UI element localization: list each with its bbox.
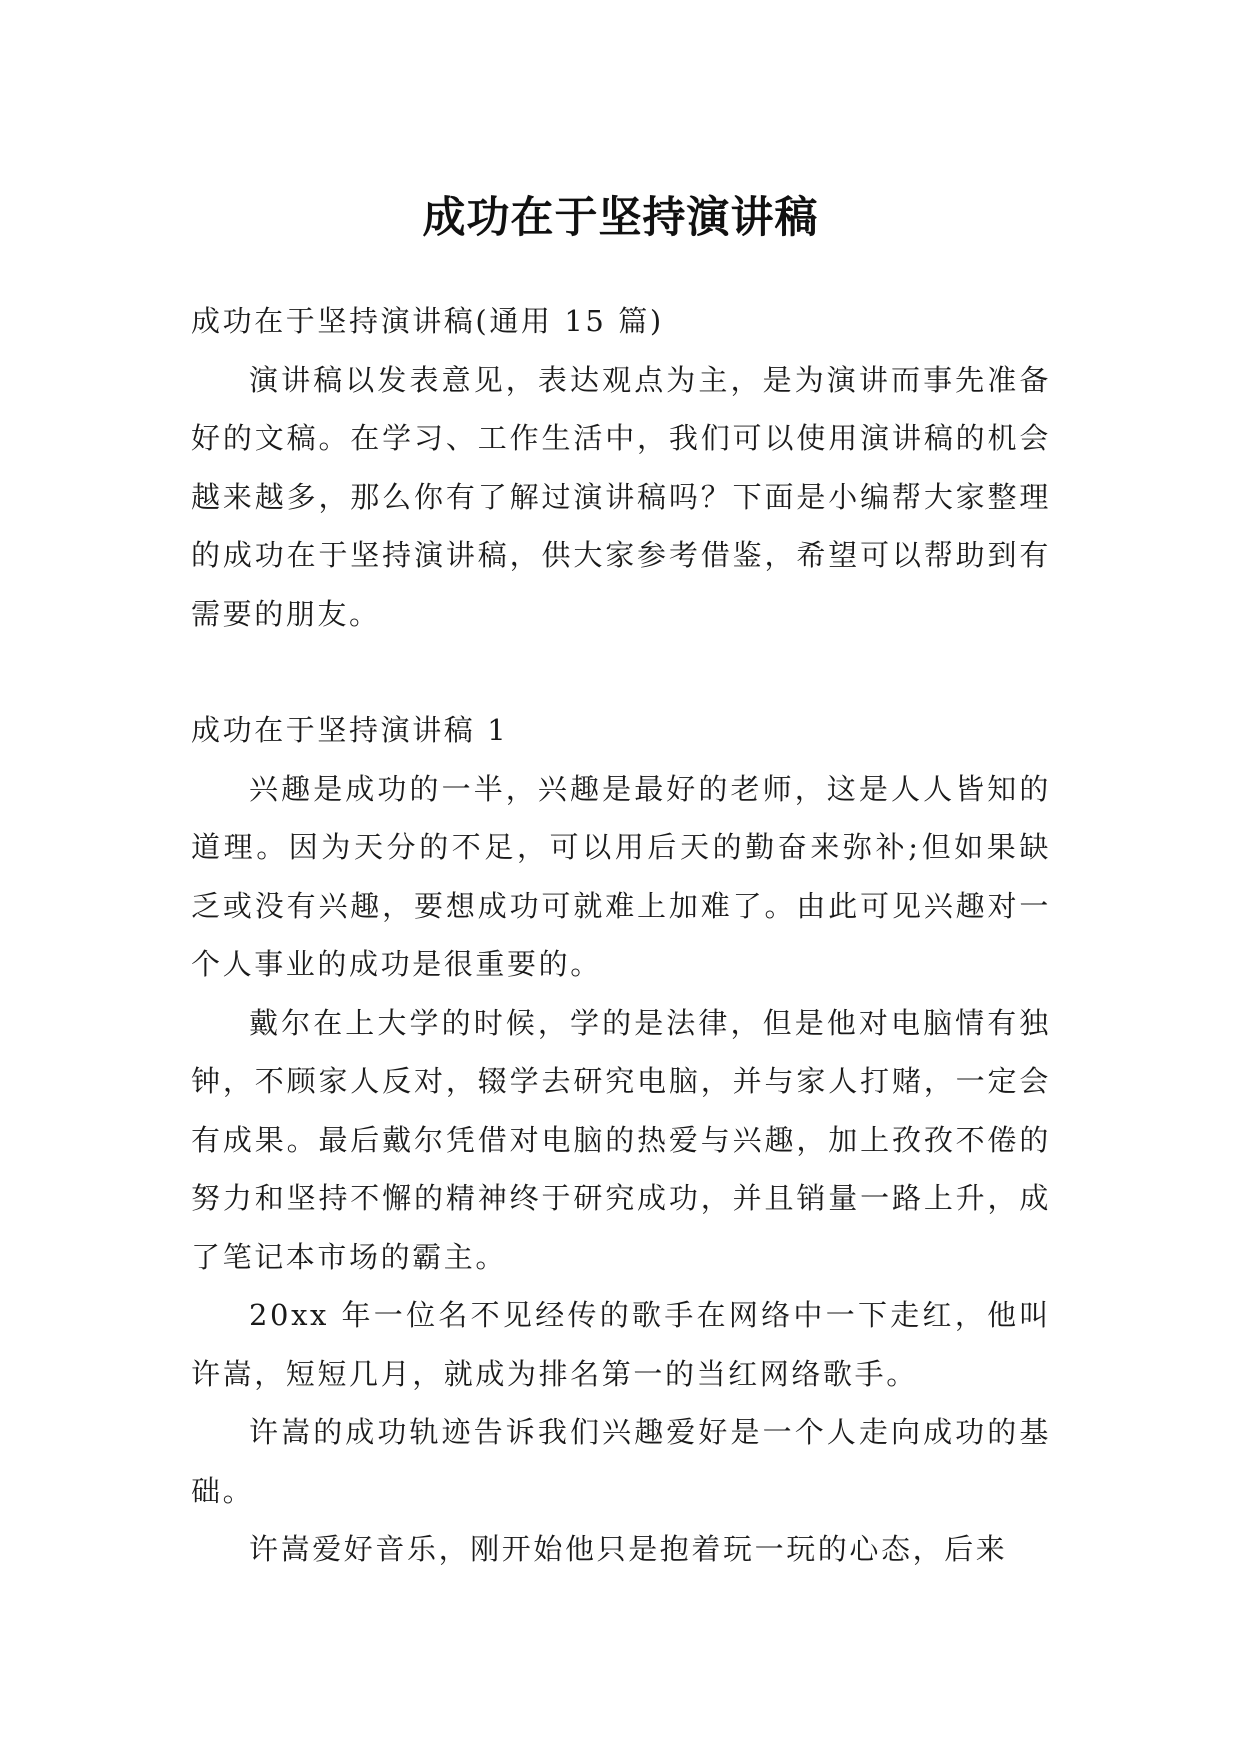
body-paragraph: 兴趣是成功的一半，兴趣是最好的老师，这是人人皆知的道理。因为天分的不足，可以用后天的勤奋来弥补;但如果缺乏或没有兴趣，要想成功可就难上加难了。由此可见兴趣对一个人事业的成功是很重要的。 <box>191 771 1051 981</box>
body-paragraph: 许嵩爱好音乐，刚开始他只是抱着玩一玩的心态，后来 <box>249 1532 1008 1566</box>
section-heading: 成功在于坚持演讲稿 1 <box>191 713 509 747</box>
body-paragraph: 戴尔在上大学的时候，学的是法律，但是他对电脑情有独钟，不顾家人反对，辍学去研究电脑，并与家人打赌，一定会有成果。最后戴尔凭借对电脑的热爱与兴趣，加上孜孜不倦的努力和坚持不懈的精神终于研究成功，并且销量一路上升，成了笔记本市场的霸主。 <box>191 1005 1051 1274</box>
document-body <box>191 292 1051 1579</box>
intro-heading: 成功在于坚持演讲稿(通用 15 篇) <box>191 304 664 338</box>
intro-paragraph: 演讲稿以发表意见，表达观点为主，是为演讲而事先准备好的文稿。在学习、工作生活中，我们可以使用演讲稿的机会越来越多，那么你有了解过演讲稿吗？下面是小编帮大家整理的成功在于坚持演讲稿，供大家参考借鉴，希望可以帮助到有需要的朋友。 <box>191 362 1051 631</box>
document-title: 成功在于坚持演讲稿 <box>422 192 819 243</box>
body-paragraph: 20xx 年一位名不见经传的歌手在网络中一下走红，他叫许嵩，短短几月，就成为排名第一的当红网络歌手。 <box>191 1298 1051 1391</box>
section-spacer <box>191 643 1051 701</box>
body-paragraph: 许嵩的成功轨迹告诉我们兴趣爱好是一个人走向成功的基础。 <box>191 1415 1051 1508</box>
